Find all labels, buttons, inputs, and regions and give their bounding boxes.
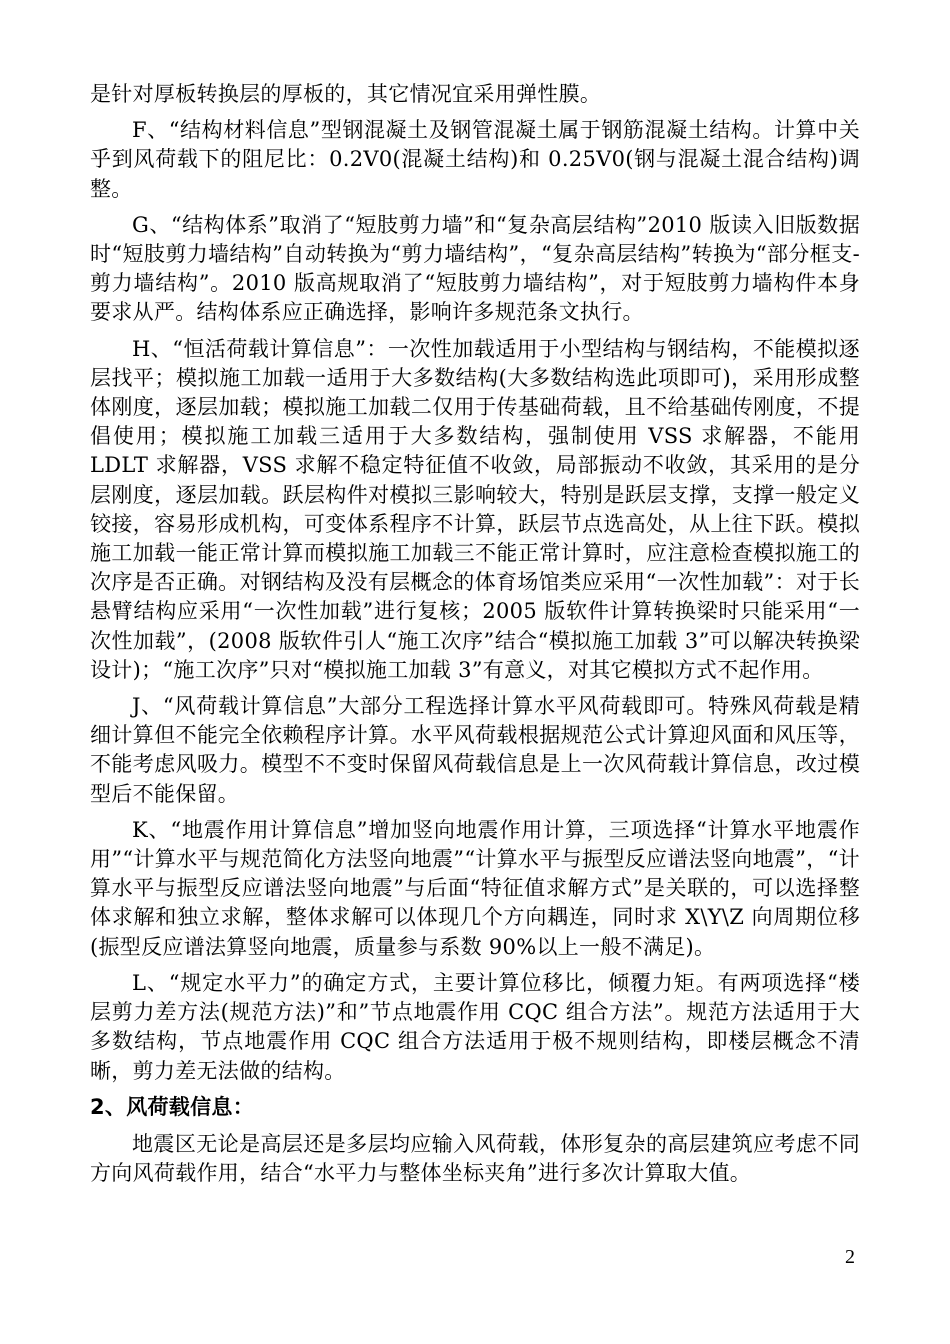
paragraph-wind-load-info: 地震区无论是高层还是多层均应输入风荷载，体形复杂的高层建筑应考虑不同方向风荷载作用，结合“水平力与整体坐标夹角”进行多次计算取大值。 [90,1131,860,1185]
paragraph-l-horizontal-force: L、“规定水平力”的确定方式，主要计算位移比，倾覆力矩。有两项选择“楼层剪力差方法(规范方法)”和”节点地震作用 CQC 组合方法”。规范方法适用于大多数结构，节点地震作用 CQC 组合方法适用于极不规则结构，即楼层概念不清晰，剪力差无法做的结构。 [90,970,860,1083]
paragraph-continuation: 是针对厚板转换层的厚板的，其它情况宜采用弹性膜。 [90,82,602,106]
paragraph-f-structural-materials: F、“结构材料信息”型钢混凝土及钢管混凝土属于钢筋混凝土结构。计算中关乎到风荷载下的阻尼比：0.2V0(混凝土结构)和 0.25V0(钢与混凝土混合结构)调整。 [90,118,860,201]
page-body [90,80,860,1195]
paragraph-k-seismic: K、“地震作用计算信息”增加竖向地震作用计算，三项选择“计算水平地震作用”“计算水平与规范简化方法竖向地震”“计算水平与振型反应谱法竖向地震”，“计算水平与振型反应谱法竖向地震”与后面“特征值求解方式”是关联的，可以选择整体求解和独立求解，整体求解可以体现几个方向耦连，同时求 X\Y\Z 向周期位移(振型反应谱法算竖向地震，质量参与系数 90%以上一般不满足)。 [90,817,860,959]
paragraph-j-wind-load: J、“风荷载计算信息”大部分工程选择计算水平风荷载即可。特殊风荷载是精细计算但不能完全依赖程序计算。水平风荷载根据规范公式计算迎风面和风压等，不能考虑风吸力。模型不不变时保留风荷载信息是上一次风荷载计算信息，改过模型后不能保留。 [90,694,860,806]
section-heading-wind-load: 2、风荷载信息： [90,1094,255,1119]
paragraph-h-dead-live-load: H、“恒活荷载计算信息”：一次性加载适用于小型结构与钢结构，不能模拟逐层找平；模拟施工加载一适用于大多数结构(大多数结构选此项即可)，采用形成整体刚度，逐层加载；模拟施工加载二仅用于传基础荷载，且不给基础传刚度，不提倡使用；模拟施工加载三适用于大多数结构，强制使用 VSS 求解器，不能用 LDLT 求解器，VSS 求解不稳定特征值不收敛，局部振动不收敛，其采用的是分层刚度，逐层加载。跃层构件对模拟三影响较大，特别是跃层支撑，支撑一般定义铰接，容易形成机构，可变体系程序不计算，跃层节点选高处，从上往下跃。模拟施工加载一能正常计算而模拟施工加载三不能正常计算时，应注意检查模拟施工的次序是否正确。对钢结构及没有层概念的体育场馆类应采用“一次性加载”：对于长悬臂结构应采用“一次性加载”进行复核；2005 版软件计算转换梁时只能采用“一次性加载”，(2008 版软件引人“施工次序”结合“模拟施工加载 3”可以解决转换梁设计)；“施工次序”只对“模拟施工加载 3”有意义，对其它模拟方式不起作用。 [90,336,860,682]
page-number: 2 [845,1246,855,1268]
paragraph-g-structural-system: G、“结构体系”取消了“短肢剪力墙”和“复杂高层结构”2010 版读入旧版数据时“短肢剪力墙结构”自动转换为“剪力墙结构”，“复杂高层结构”转换为“部分框支-剪力墙结构”。2010 版高规取消了“短肢剪力墙结构”，对于短肢剪力墙构件本身要求从严。结构体系应正确选择，影响许多规范条文执行。 [90,212,860,325]
